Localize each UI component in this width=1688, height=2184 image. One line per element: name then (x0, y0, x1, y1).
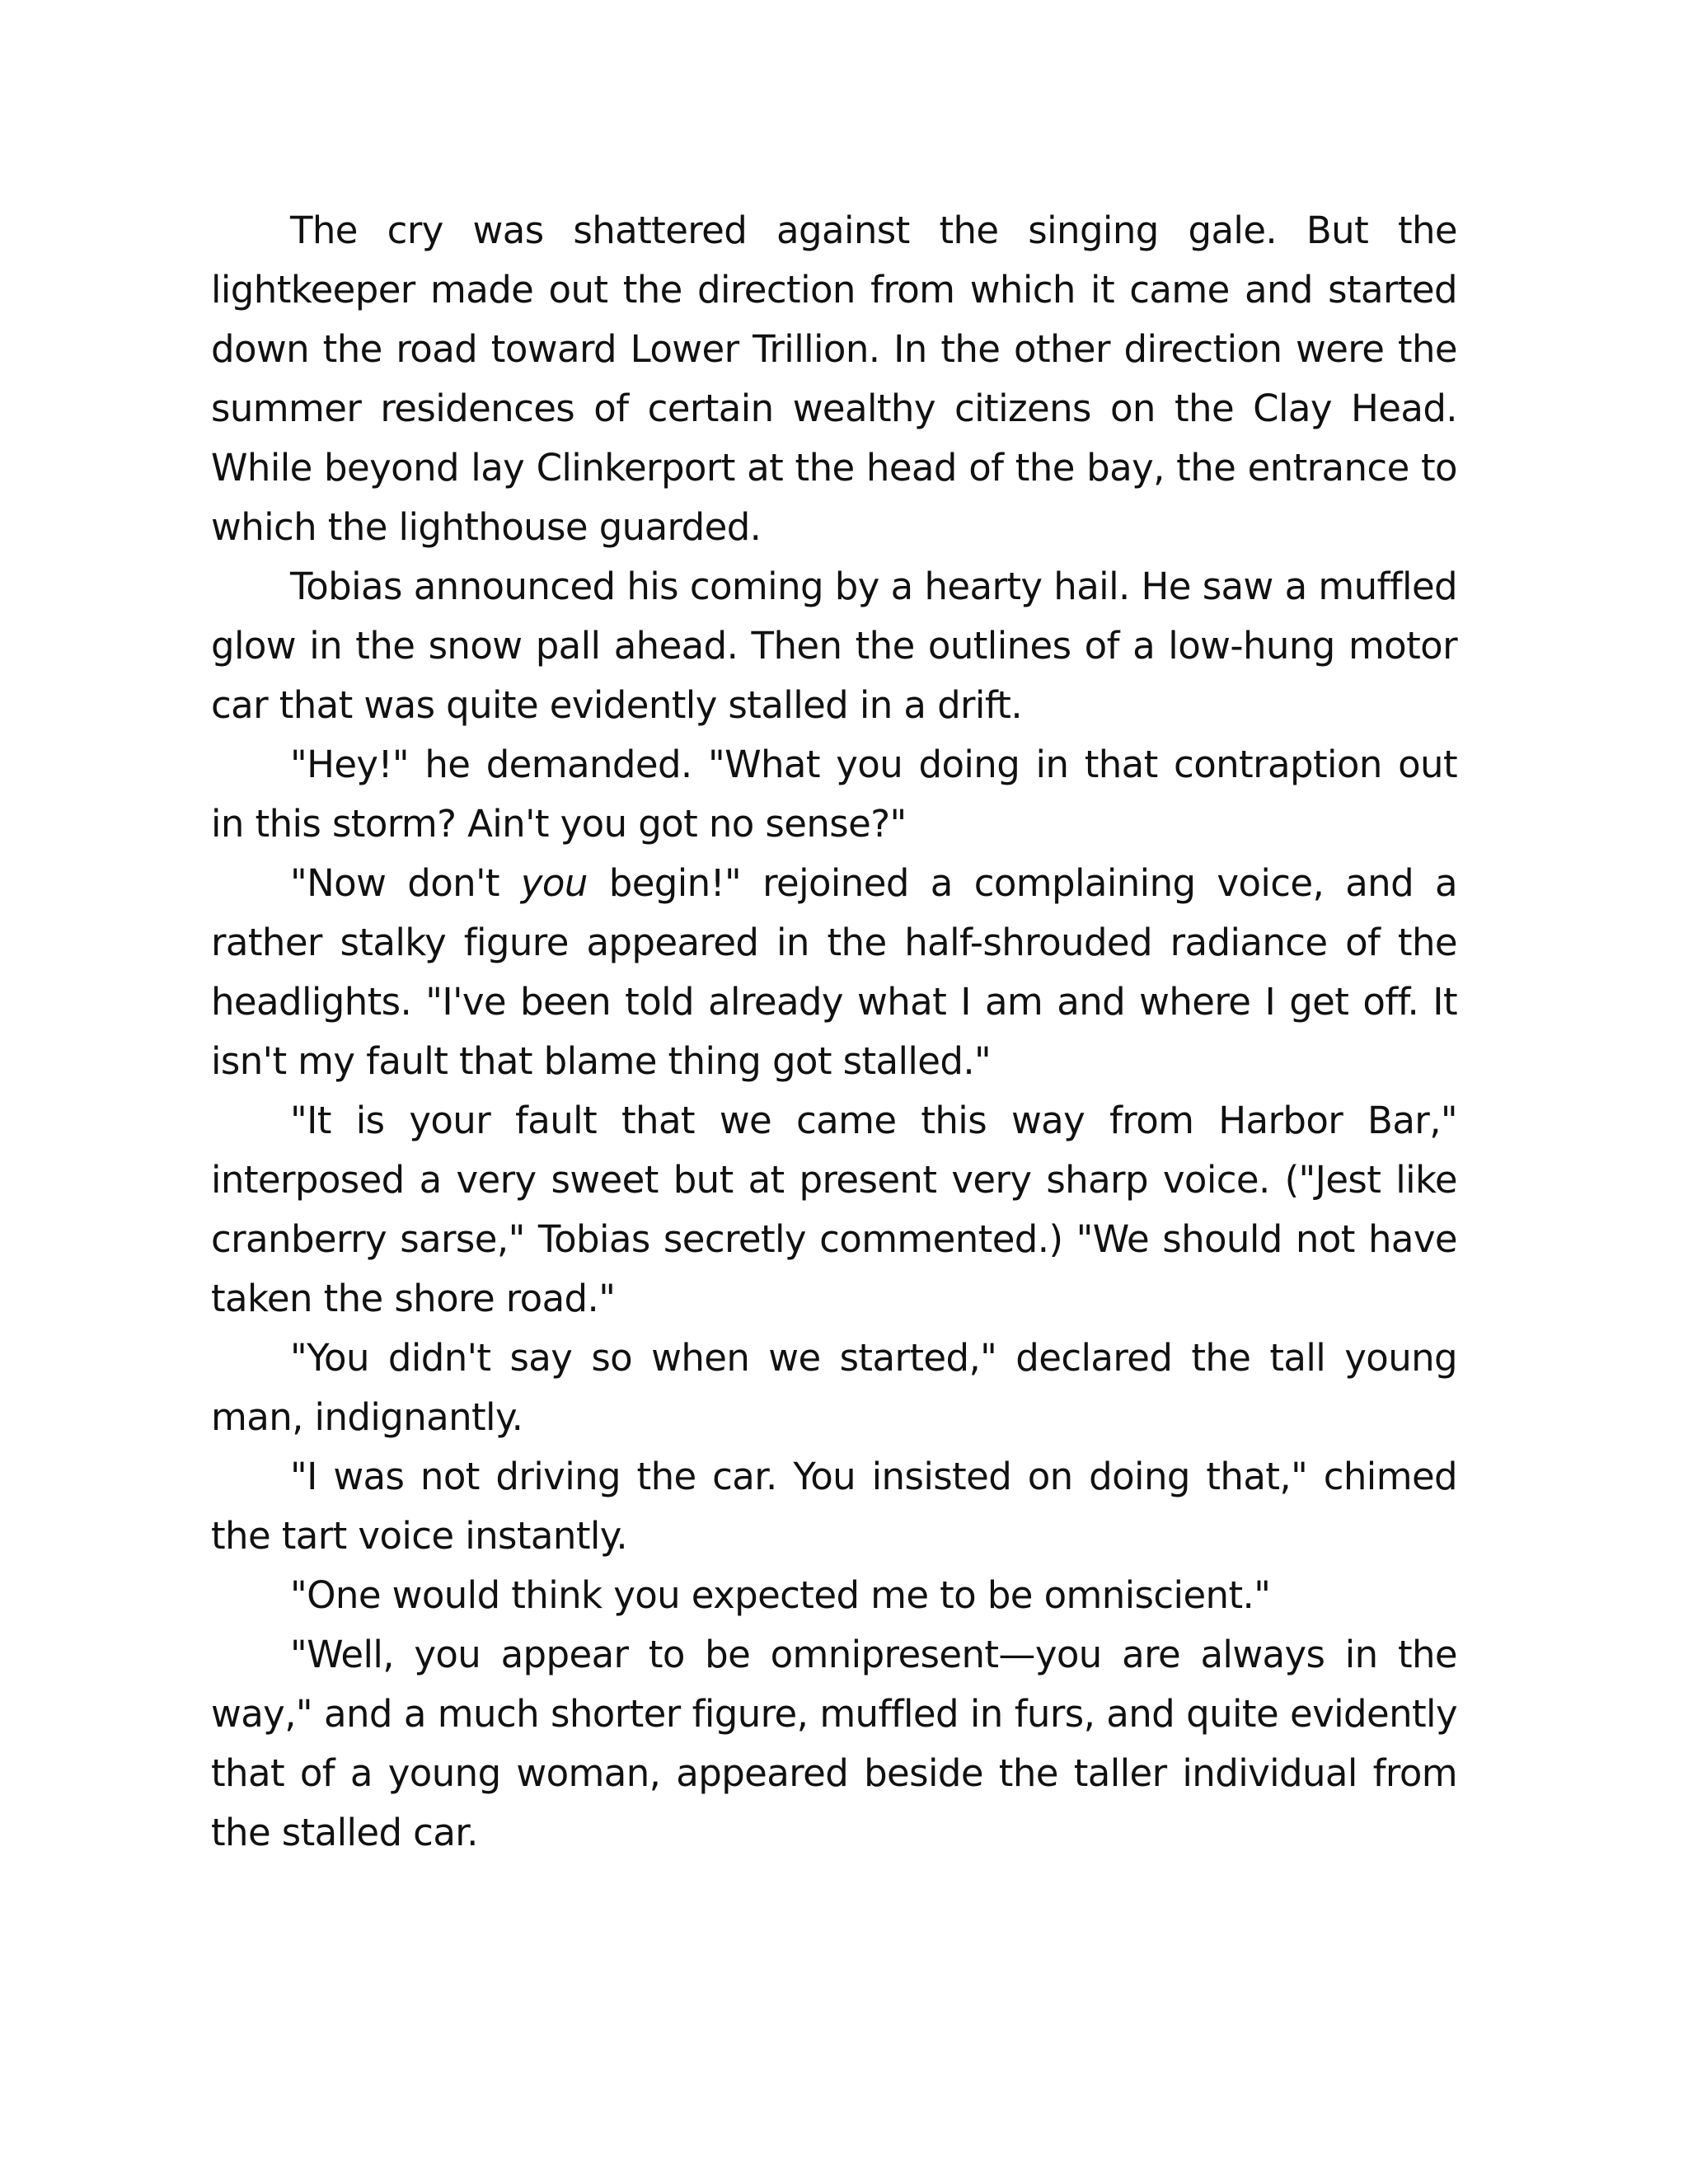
text-segment: The cry was shattered against the singing gale. But the lightkeeper made out the direction from which it came and started down the road toward Lower Trillion. In the other direction were the summer residences of certain wealthy citizens on the Clay Head. While beyond lay Clinkerport at the head of the bay, the entrance to which the lighthouse guarded. (211, 209, 1457, 549)
paragraph (211, 735, 1457, 854)
paragraph (211, 557, 1457, 735)
text-segment: "Well, you appear to be omnipresent—you are always in the way," and a much shorter figure, muffled in furs, and quite evidently that of a young woman, appeared beside the taller individual from the stalled car. (211, 1633, 1457, 1854)
document-page (211, 201, 1457, 1863)
paragraph (211, 1091, 1457, 1329)
paragraph (211, 201, 1457, 557)
text-segment: "One would think you expected me to be omniscient." (290, 1573, 1271, 1617)
paragraph (211, 1329, 1457, 1447)
text-segment: Tobias announced his coming by a hearty hail. He saw a muffled glow in the snow pall ahead. Then the outlines of a low-hung motor car that was quite evidently stalled in a drift. (211, 565, 1457, 727)
text-segment: "Hey!" he demanded. "What you doing in that contraption out in this storm? Ain't you got no sense?" (211, 743, 1457, 846)
paragraph (211, 1447, 1457, 1566)
text-segment: "Now don't (290, 861, 521, 905)
paragraph (211, 854, 1457, 1091)
text-segment: "I was not driving the car. You insisted on doing that," chimed the tart voice instantly. (211, 1455, 1457, 1558)
text-segment: "It is your fault that we came this way from Harbor Bar," interposed a very sweet but at present very sharp voice. ("Jest like cranberry sarse," Tobias secretly commented.) "We should not have taken the shore road." (211, 1099, 1457, 1320)
italic-text: you (520, 861, 588, 905)
text-segment: begin!" rejoined a complaining voice, and a rather stalky figure appeared in the half-shrouded radiance of the headlights. "I've been told already what I am and where I get off. It isn't my fault that blame thing got stalled." (211, 861, 1457, 1083)
text-segment: "You didn't say so when we started," declared the tall young man, indignantly. (211, 1336, 1457, 1439)
paragraph (211, 1566, 1457, 1625)
paragraph (211, 1625, 1457, 1863)
